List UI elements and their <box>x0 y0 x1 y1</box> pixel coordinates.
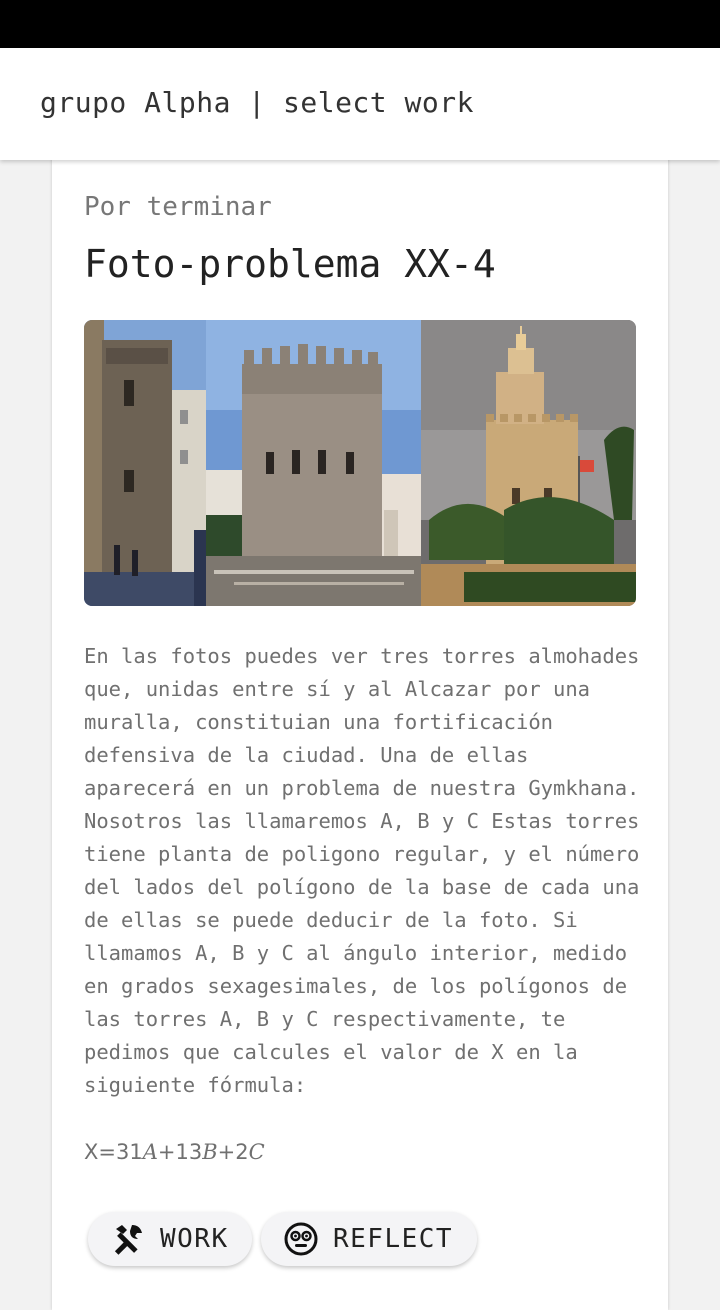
work-button-label: WORK <box>160 1224 229 1254</box>
work-card <box>52 150 668 1310</box>
formula-var-c: C <box>248 1140 265 1164</box>
problem-description: En las fotos puedes ver tres torres almohades que, unidas entre sí y al Alcazar por una muralla, constituian una fortificación defensiva de la ciudad. Una de ellas aparecerá en un problema de nuestra Gymkhana. Nosotros las llamaremos A, B y C Estas torres tiene planta de poligono regular, y el número del lados del polígono de la base de cada una de ellas se puede deducir de la foto. Si llamamos A, B y C al ángulo interior, medido en grados sexagesimales, de los polígonos de las torres A, B y C respectivamente, te pedimos que calcules el valor de X en la siguiente fórmula: <box>84 644 640 1097</box>
face-icon <box>283 1221 319 1257</box>
app-bar <box>0 48 720 160</box>
card-title: Foto-problema XX-4 <box>84 242 496 286</box>
status-bar <box>0 0 720 48</box>
status-label: Por terminar <box>84 192 272 222</box>
formula-plus-2: +2 <box>217 1140 249 1164</box>
reflect-button[interactable] <box>261 1212 477 1266</box>
three-towers-photo-icon <box>84 320 636 606</box>
formula-lhs: X=31 <box>84 1140 143 1164</box>
formula-var-b: B <box>202 1140 218 1164</box>
formula <box>84 1140 265 1164</box>
app-title: grupo Alpha | select work <box>40 86 474 119</box>
formula-plus-13: +13 <box>157 1140 203 1164</box>
formula-var-a: A <box>142 1140 158 1164</box>
tools-icon <box>110 1221 146 1257</box>
reflect-button-label: REFLECT <box>333 1224 454 1254</box>
towers-photo <box>84 320 636 606</box>
work-button[interactable] <box>88 1212 252 1266</box>
